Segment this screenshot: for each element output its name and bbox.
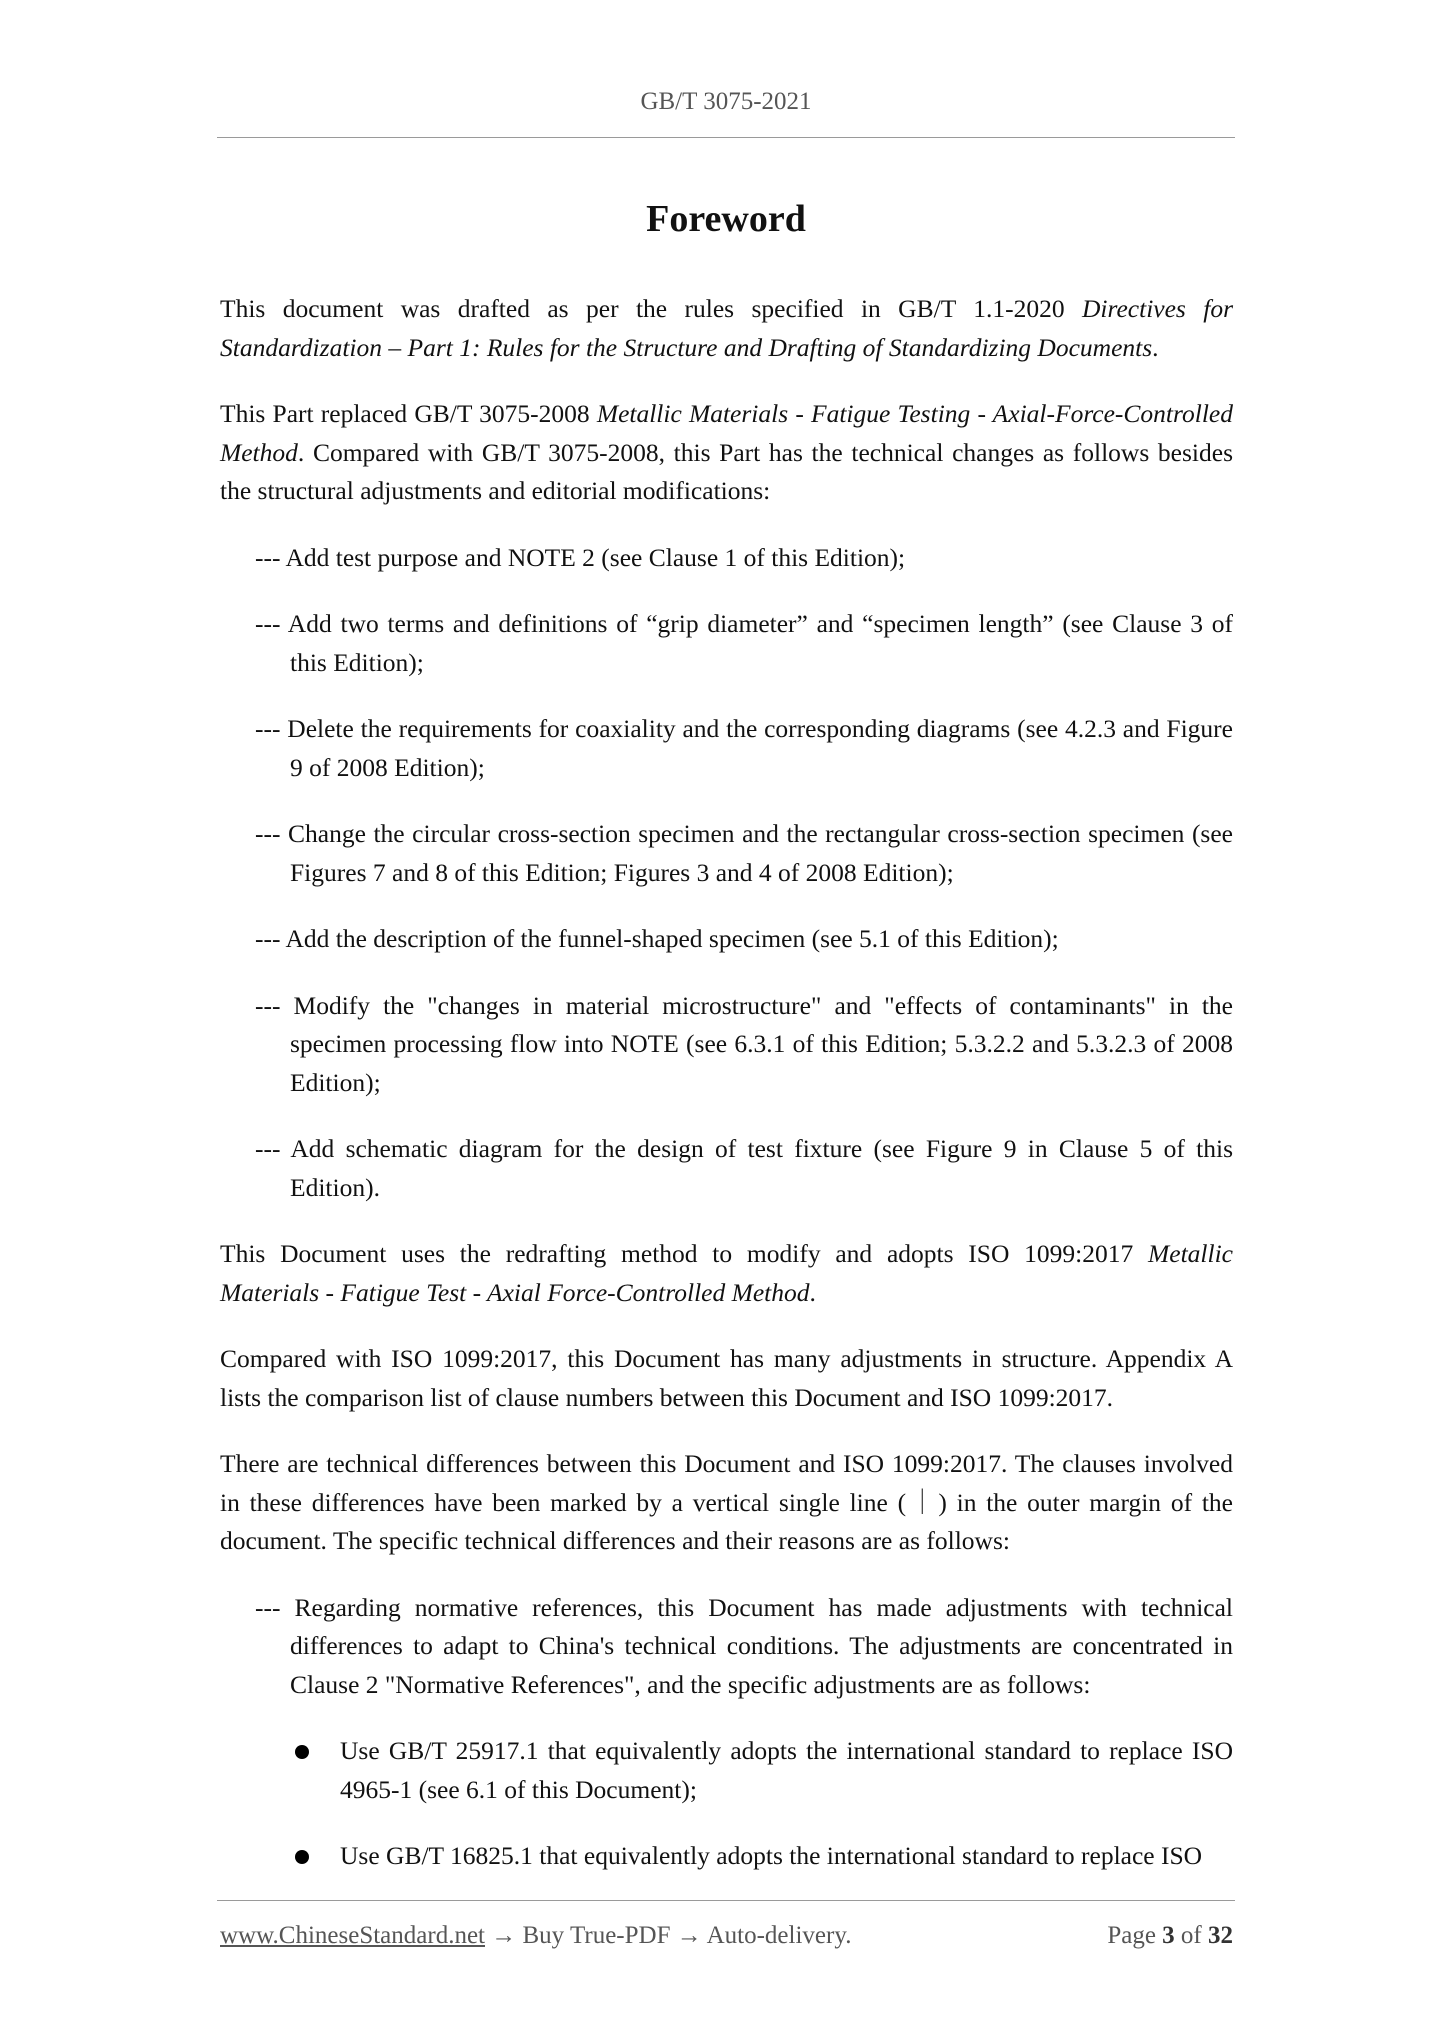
change-item: --- Change the circular cross-section specimen and the rectangular cross-section specimen (see Figures 7 and 8 of this Edition; Figures 3 and 4 of 2008 Edition); xyxy=(255,819,1233,887)
change-item: --- Add the description of the funnel-shaped specimen (see 5.1 of this Edition); xyxy=(255,924,1059,953)
arrow-right-icon: → xyxy=(485,1922,523,1949)
paragraph-structure: Compared with ISO 1099:2017, this Document has many adjustments in structure. Appendix A lists the comparison list of clause numbers between this Document and ISO 1099:2017. xyxy=(220,1344,1233,1412)
bullet-item xyxy=(220,1732,1233,1809)
change-item: --- Add test purpose and NOTE 2 (see Clause 1 of this Edition); xyxy=(255,542,906,572)
standard-title-italic: Metallic Materials - Fatigue Test - Axial Force-Controlled Method xyxy=(220,1239,1233,1307)
header-divider xyxy=(217,137,1235,138)
difference-item: --- Regarding normative references, this Document has made adjustments with technical differences to adapt to China's technical conditions. The adjustments are concentrated in Clause 2 "Normative References", and the specific adjustments are as follows: xyxy=(255,1592,1233,1699)
bullet-text: Use GB/T 25917.1 that equivalently adopts the international standard to replace ISO 4965-1 (see 6.1 of this Document); xyxy=(340,1736,1233,1804)
bullet-dot-icon xyxy=(295,1850,309,1864)
paragraph-text: This Document uses the redrafting method to modify and adopts ISO 1099:2017 xyxy=(220,1239,1149,1268)
paragraph-text: This document was drafted as per the rules specified in GB/T 1.1-2020 xyxy=(220,294,1082,323)
running-header: GB/T 3075-2021 xyxy=(640,88,812,115)
change-item: --- Delete the requirements for coaxiality and the corresponding diagrams (see 4.2.3 and Figure 9 of 2008 Edition); xyxy=(255,714,1233,782)
page-label: Page xyxy=(1107,1922,1156,1949)
standard-title-italic: Directives for Standardization – Part 1: Rules for the Structure and Drafting of Standardizing Documents xyxy=(220,294,1234,362)
change-item: --- Add two terms and definitions of “grip diameter” and “specimen length” (see Clause 3 of this Edition); xyxy=(255,609,1233,677)
footer-divider xyxy=(217,1900,1235,1901)
paragraph-text: . Compared with GB/T 3075-2008, this Part has the technical changes as follows besides the structural adjustments and editorial modifications: xyxy=(220,437,1233,505)
paragraph-differences: There are technical differences between this Document and ISO 1099:2017. The clauses involved in these differences have been marked by a vertical single line (｜) in the outer margin of the document. The specific technical differences and their reasons are as follows: xyxy=(220,1449,1233,1555)
footer-promo xyxy=(220,1922,851,1950)
buy-text: Buy True-PDF xyxy=(522,1922,671,1949)
arrow-right-icon: → xyxy=(670,1922,707,1949)
page-title: Foreword xyxy=(646,198,806,240)
bullet-text: Use GB/T 16825.1 that equivalently adopts the international standard to replace ISO xyxy=(340,1841,1203,1870)
page-current: 3 xyxy=(1162,1922,1175,1949)
paragraph-text: This Part replaced GB/T 3075-2008 xyxy=(220,399,597,428)
standard-title-italic: Metallic Materials - Fatigue Testing - Axial-Force-Controlled Method xyxy=(220,399,1233,467)
change-item: --- Add schematic diagram for the design of test fixture (see Figure 9 in Clause 5 of this Edition). xyxy=(255,1134,1233,1202)
delivery-text: Auto-delivery. xyxy=(706,1922,852,1949)
bullet-item xyxy=(220,1837,1233,1876)
page-total: 32 xyxy=(1208,1922,1233,1949)
paragraph-drafting-rules xyxy=(220,290,1233,367)
document-body xyxy=(220,290,1233,1904)
page-of: of xyxy=(1180,1922,1202,1949)
paragraph-text: . xyxy=(1152,332,1159,362)
paragraph-replacement xyxy=(220,395,1233,511)
paragraph-text: . xyxy=(809,1277,816,1307)
bullet-dot-icon xyxy=(295,1745,309,1759)
site-link[interactable]: www.ChineseStandard.net xyxy=(220,1922,485,1949)
paragraph-adoption xyxy=(220,1235,1233,1312)
change-item: --- Modify the "changes in material microstructure" and "effects of contaminants" in the specimen processing flow into NOTE (see 6.3.1 of this Edition; 5.3.2.2 and 5.3.2.3 of 2008 Edition); xyxy=(255,990,1233,1097)
page-number xyxy=(1107,1922,1233,1950)
